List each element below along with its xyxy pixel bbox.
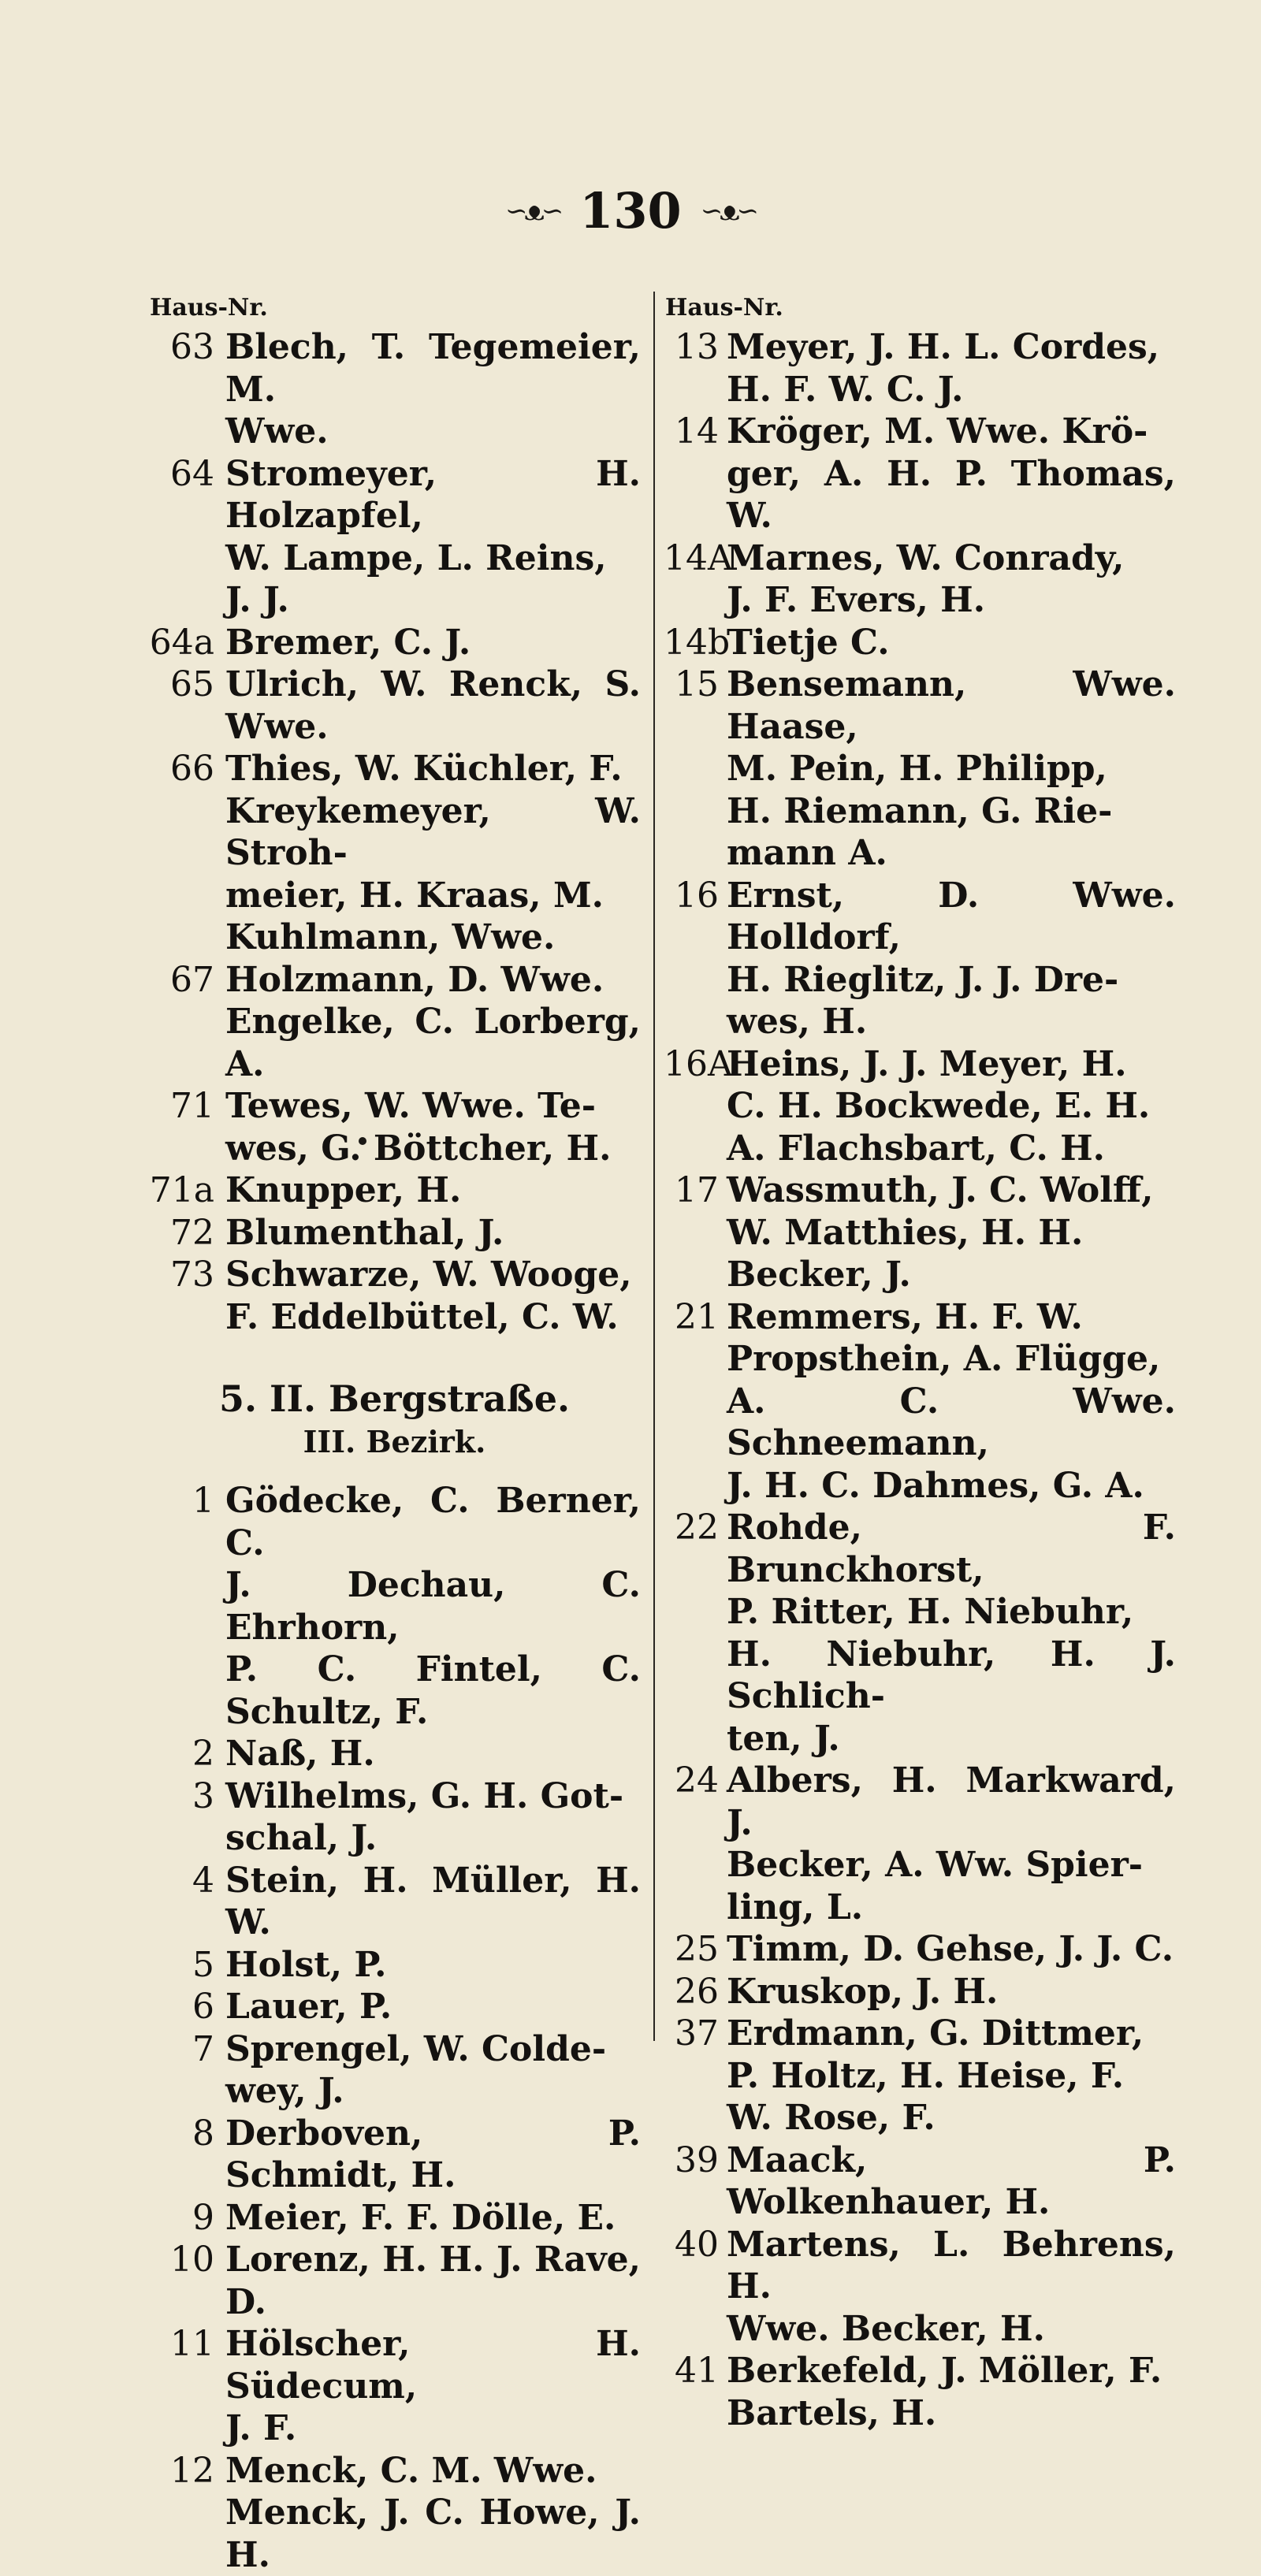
house-number: 3 <box>148 1775 225 1818</box>
house-number: 2 <box>148 1733 225 1775</box>
house-number: 12 <box>148 2450 225 2492</box>
house-entry <box>664 1507 1176 1760</box>
house-entry <box>664 2224 1176 2351</box>
house-entry <box>148 2323 641 2450</box>
residents-text: Kruskop, J. H. <box>727 1971 1176 2013</box>
section-title: 5. II. Bergstraße. <box>148 1376 641 1422</box>
residents-text: Holst, P. <box>225 1944 641 1987</box>
residents-text: Martens, L. Behrens, H. Wwe. Becker, H. <box>727 2224 1176 2351</box>
right-entries <box>664 326 1176 2434</box>
house-number: 71 <box>148 1085 225 1128</box>
residents-text: Wassmuth, J. C. Wolff, W. Matthies, H. H. Becker, J. <box>727 1169 1176 1296</box>
house-number: 17 <box>664 1169 727 1212</box>
left-column <box>148 290 641 2576</box>
house-entry <box>148 2197 641 2240</box>
house-entry <box>148 1169 641 1212</box>
house-entry <box>664 2350 1176 2434</box>
house-entry <box>664 326 1176 411</box>
house-entry <box>664 1043 1176 1170</box>
house-number: 8 <box>148 2113 225 2155</box>
house-number: 21 <box>664 1296 727 1339</box>
house-entry <box>148 2113 641 2197</box>
house-entry <box>148 2028 641 2113</box>
house-entry <box>148 1944 641 1987</box>
residents-text: Tietje C. <box>727 622 1176 664</box>
residents-text: Lorenz, H. H. J. Rave, D. <box>225 2239 641 2323</box>
house-entry <box>148 622 641 664</box>
residents-text: Gödecke, C. Berner, C. J. Dechau, C. Ehrhorn, P. C. Fintel, C. Schultz, F. <box>225 1480 641 1733</box>
house-entry <box>148 1775 641 1860</box>
house-number: 14 <box>664 411 727 453</box>
residents-text: Stein, H. Müller, H. W. <box>225 1860 641 1944</box>
residents-text: Stromeyer, H. Holzapfel, W. Lampe, L. Reins, J. J. <box>225 453 641 622</box>
house-number: 73 <box>148 1254 225 1296</box>
house-entry <box>664 1971 1176 2013</box>
residents-text: Kröger, M. Wwe. Krö- ger, A. H. P. Thomas, W. <box>727 411 1176 537</box>
residents-text: Wilhelms, G. H. Got- schal, J. <box>225 1775 641 1860</box>
house-entry <box>664 622 1176 664</box>
house-number: 4 <box>148 1860 225 1902</box>
section-subtitle: III. Bezirk. <box>148 1422 641 1463</box>
house-number: 16 <box>664 875 727 917</box>
house-number: 39 <box>664 2139 727 2182</box>
residents-text: Bensemann, Wwe. Haase, M. Pein, H. Philipp, H. Riemann, G. Rie- mann A. <box>727 664 1176 875</box>
house-number: 40 <box>664 2224 727 2266</box>
right-column-caption: Haus-Nr. <box>664 290 1176 326</box>
residents-text: Erdmann, G. Dittmer, P. Holtz, H. Heise, F. W. Rose, F. <box>727 2013 1176 2139</box>
house-entry <box>664 664 1176 875</box>
residents-text: Maack, P. Wolkenhauer, H. <box>727 2139 1176 2224</box>
residents-text: Albers, H. Markward, J. Becker, A. Ww. Spier- ling, L. <box>727 1760 1176 1928</box>
house-entry <box>664 875 1176 1043</box>
residents-text: Holzmann, D. Wwe. Engelke, C. Lorberg, A. <box>225 959 641 1086</box>
left-entries-bottom <box>148 1480 641 2576</box>
house-number: 22 <box>664 1507 727 1549</box>
left-entries-top <box>148 326 641 1338</box>
residents-text: Sprengel, W. Coldе- wey, J. <box>225 2028 641 2113</box>
house-entry <box>664 2139 1176 2224</box>
house-number: 14A <box>664 537 727 580</box>
right-column <box>664 290 1176 2434</box>
house-entry <box>148 453 641 622</box>
ornament-right: ∽ᴥ∽ <box>701 195 756 227</box>
house-number: 37 <box>664 2013 727 2055</box>
house-entry <box>148 1986 641 2028</box>
house-number: 71a <box>148 1169 225 1212</box>
house-entry <box>148 1860 641 1944</box>
residents-text: Tewes, W. Wwe. Te- wes, G. Böttcher, H. <box>225 1085 641 1169</box>
residents-text: Rohde, F. Brunckhorst, P. Ritter, H. Niebuhr, H. Niebuhr, H. J. Schlich- ten, J. <box>727 1507 1176 1760</box>
residents-text: Remmers, H. F. W. Propsthein, A. Flügge, A. C. Wwe. Schneemann, J. H. C. Dahmes, G. A. <box>727 1296 1176 1507</box>
house-entry <box>664 1760 1176 1928</box>
residents-text: Knupper, H. <box>225 1169 641 1212</box>
house-number: 11 <box>148 2323 225 2366</box>
residents-text: Lauer, P. <box>225 1986 641 2028</box>
house-number: 6 <box>148 1986 225 2028</box>
house-entry <box>664 411 1176 537</box>
house-number: 16A <box>664 1043 727 1086</box>
residents-text: Blech, T. Tegemeier, M. Wwe. <box>225 326 641 453</box>
house-number: 41 <box>664 2350 727 2392</box>
residents-text: Meyer, J. H. L. Cordes, H. F. W. C. J. <box>727 326 1176 411</box>
ornament-left: ∽ᴥ∽ <box>505 195 560 227</box>
residents-text: Thies, W. Küchler, F. Kreykemeyer, W. Stroh- meier, H. Kraas, M. Kuhlmann, Wwe. <box>225 748 641 959</box>
house-entry <box>148 959 641 1086</box>
page-header <box>0 180 1261 243</box>
residents-text: Ernst, D. Wwe. Holldorf, H. Rieglitz, J. J. Dre- wes, H. <box>727 875 1176 1043</box>
house-number: 65 <box>148 664 225 706</box>
house-number: 67 <box>148 959 225 1002</box>
residents-text: Hölscher, H. Südecum, J. F. <box>225 2323 641 2450</box>
house-number: 15 <box>664 664 727 706</box>
house-number: 25 <box>664 1928 727 1971</box>
house-entry <box>664 1296 1176 1507</box>
house-entry <box>148 1254 641 1338</box>
house-number: 72 <box>148 1212 225 1255</box>
residents-text: Berkefeld, J. Möller, F. Bartels, H. <box>727 2350 1176 2434</box>
house-entry <box>148 1733 641 1775</box>
house-entry <box>148 748 641 959</box>
house-number: 9 <box>148 2197 225 2240</box>
residents-text: Meier, F. F. Dölle, E. <box>225 2197 641 2240</box>
house-entry <box>148 2450 641 2576</box>
column-divider <box>653 292 655 2041</box>
residents-text: Timm, D. Gehse, J. J. C. <box>727 1928 1176 1971</box>
house-number: 14b <box>664 622 727 664</box>
house-number: 66 <box>148 748 225 790</box>
house-number: 24 <box>664 1760 727 1802</box>
house-number: 13 <box>664 326 727 369</box>
house-entry <box>148 1480 641 1733</box>
residents-text: Schwarze, W. Wooge, F. Eddelbüttel, C. W. <box>225 1254 641 1338</box>
residents-text: Marnes, W. Conrady, J. F. Evers, H. <box>727 537 1176 622</box>
house-number: 5 <box>148 1944 225 1987</box>
residents-text: Menck, C. M. Wwe. Menck, J. C. Howe, J. H. <box>225 2450 641 2576</box>
house-entry <box>148 1212 641 1255</box>
residents-text: Ulrich, W. Renck, S. Wwe. <box>225 664 641 748</box>
residents-text: Bremer, C. J. <box>225 622 641 664</box>
left-column-caption: Haus-Nr. <box>148 290 641 326</box>
house-entry <box>664 537 1176 622</box>
house-number: 63 <box>148 326 225 369</box>
residents-text: Heins, J. J. Meyer, H. C. H. Bockwede, E. H. A. Flachsbart, C. H. <box>727 1043 1176 1170</box>
house-entry <box>148 664 641 748</box>
residents-text: Naß, H. <box>225 1733 641 1775</box>
house-number: 64a <box>148 622 225 664</box>
house-number: 26 <box>664 1971 727 2013</box>
house-entry <box>664 1928 1176 1971</box>
residents-text: Blumenthal, J. <box>225 1212 641 1255</box>
house-entry <box>664 1169 1176 1296</box>
house-number: 64 <box>148 453 225 496</box>
house-entry <box>148 326 641 453</box>
house-entry <box>148 1085 641 1169</box>
page-number: 130 <box>579 187 681 236</box>
house-entry <box>664 2013 1176 2139</box>
house-number: 7 <box>148 2028 225 2071</box>
house-number: 1 <box>148 1480 225 1522</box>
residents-text: Derboven, P. Schmidt, H. <box>225 2113 641 2197</box>
house-number: 10 <box>148 2239 225 2281</box>
